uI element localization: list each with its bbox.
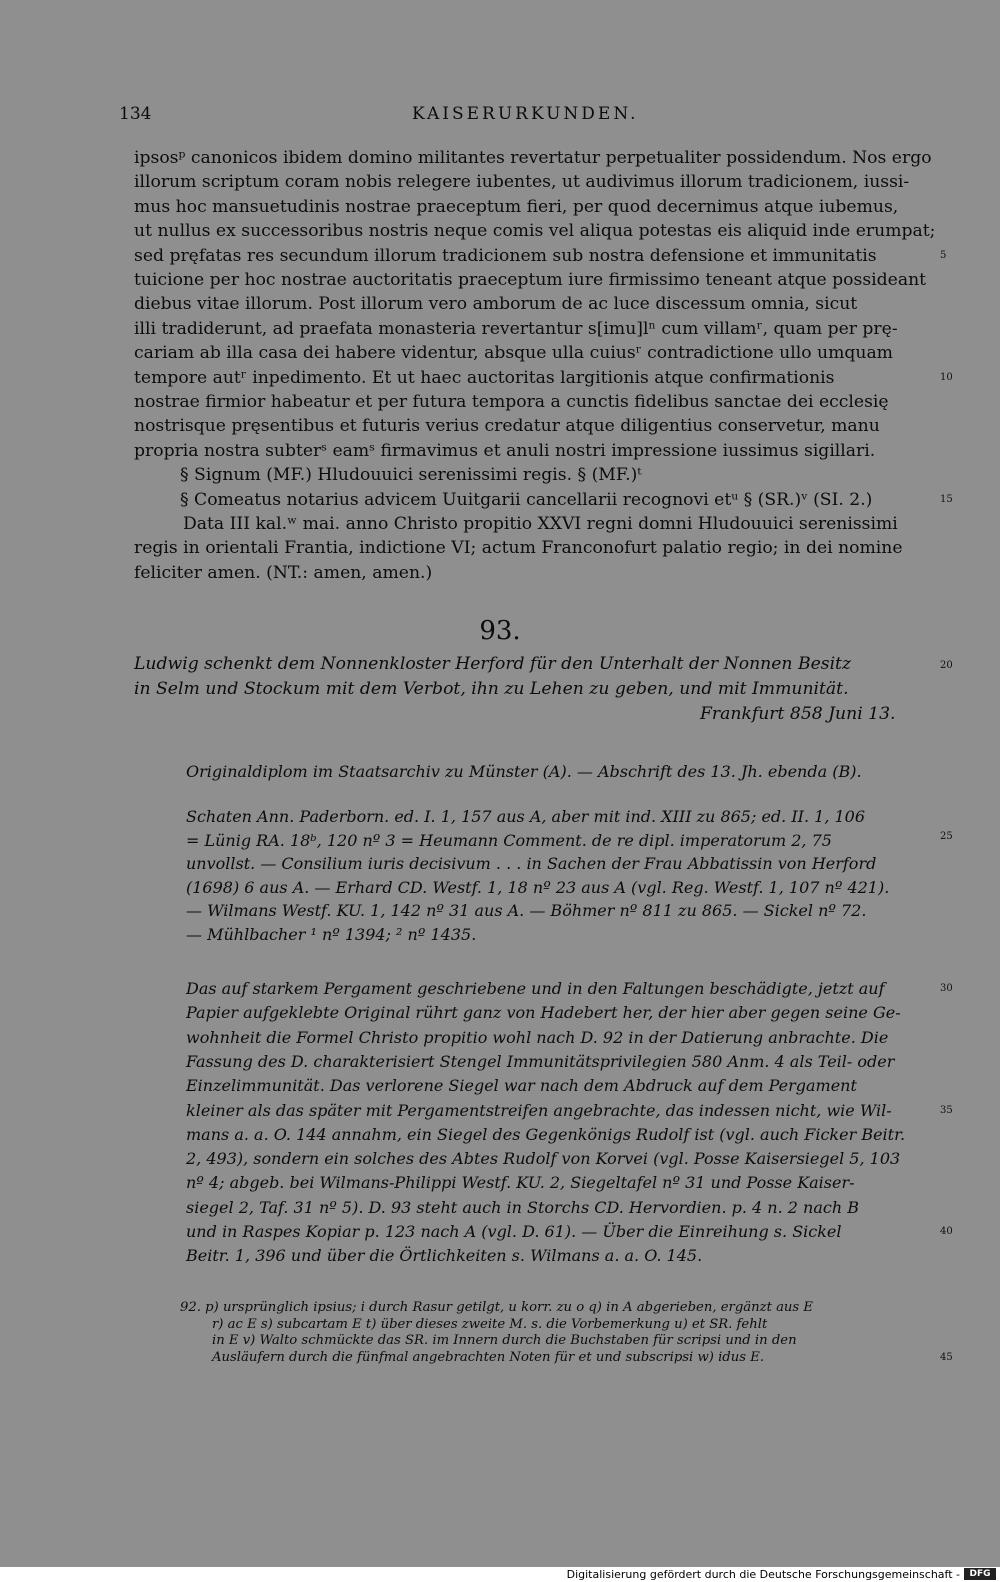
line-number: 35 [940, 1104, 953, 1116]
commentary-line: 2, 493), sondern ein solches des Abtes Rudolf von Korvei (vgl. Posse Kaisersiegel 5, 103 [186, 1149, 901, 1169]
edition-line: = Lünig RA. 18ᵇ, 120 nº 3 = Heumann Comment. de re dipl. imperatorum 2, 75 [186, 830, 832, 850]
digitization-footer [0, 1567, 1000, 1582]
text-line: § Comeatus notarius advicem Uuitgarii cancellarii recognovi etᵘ § (SR.)ᵛ (SI. 2.) [180, 489, 873, 510]
commentary-line: wohnheit die Formel Christo propitio wohl nach D. 92 in der Datierung anbrachte. Die [186, 1027, 889, 1047]
line-number: 15 [940, 493, 953, 505]
text-line: Data III kal.ʷ mai. anno Christo propitio XXVI regni domni Hludouuici serenissimi [183, 514, 898, 534]
regest-line: Ludwig schenkt dem Nonnenkloster Herford für den Unterhalt der Nonnen Besitz [134, 654, 852, 674]
text-line: cariam ab illa casa dei habere videntur, absque ulla cuiusʳ contradictione ullo umquam [134, 343, 893, 364]
footnote-line: r) ac E s) subcartam E t) über dieses zweite M. s. die Vorbemerkung u) et SR. fehlt [212, 1316, 768, 1332]
footnote-line: 92. p) ursprünglich ipsius; i durch Rasur getilgt, u korr. zu o q) in A abgerieben, ergänzt aus E [180, 1300, 814, 1315]
dfg-logo: DFG [964, 1568, 996, 1580]
line-number: 45 [940, 1352, 953, 1363]
page-number: 134 [119, 104, 152, 124]
commentary-line: Papier aufgeklebte Original rührt ganz von Hadebert her, der hier aber gegen seine Ge- [186, 1003, 901, 1023]
commentary-line: mans a. a. O. 144 annahm, ein Siegel des Gegenkönigs Rudolf ist (vgl. auch Ficker Beitr. [186, 1124, 906, 1144]
edition-line: Schaten Ann. Paderborn. ed. I. 1, 157 aus A, aber mit ind. XIII zu 865; ed. II. 1, 106 [186, 807, 866, 826]
line-number: 10 [940, 371, 953, 383]
line-number: 30 [940, 983, 953, 994]
text-line: sed pręfatas res secundum illorum tradicionem sub nostra defensione et immunitatis [134, 245, 877, 266]
text-line: tuicione per hoc nostrae auctoritatis praeceptum iure firmissimo teneant atque possideant [134, 270, 927, 290]
text-line: § Signum (MF.) Hludouuici serenissimi regis. § (MF.)ᵗ [180, 465, 642, 486]
edition-line: — Wilmans Westf. KU. 1, 142 nº 31 aus A. — Böhmer nº 811 zu 865. — Sickel nº 72. [186, 901, 867, 921]
text-line: feliciter amen. (NT.: amen, amen.) [134, 562, 433, 583]
text-line: mus hoc mansuetudinis nostrae praeceptum fieri, per quod decernimus atque iubemus, [134, 196, 899, 217]
edition-line: unvollst. — Consilium iuris decisivum . . . in Sachen der Frau Abbatissin von Herford [186, 854, 877, 874]
edition-line: — Mühlbacher ¹ nº 1394; ² nº 1435. [186, 925, 477, 944]
text-line: tempore autʳ inpedimento. Et ut haec auctoritas largitionis atque confirmationis [134, 367, 835, 388]
commentary-line: Beitr. 1, 396 und über die Örtlichkeiten s. Wilmans a. a. O. 145. [186, 1246, 703, 1266]
text-line: regis in orientali Frantia, indictione VI; actum Franconofurt palatio regio; in dei nomine [134, 538, 903, 559]
text-line: propria nostra subterˢ eamˢ firmavimus et anuli nostri impressione iussimus sigillari. [134, 440, 876, 461]
commentary-line: Einzelimmunität. Das verlorene Siegel war nach dem Abdruck auf dem Pergament [186, 1076, 857, 1096]
text-line: nostrae firmior habeatur et per futura tempora a cunctis fidelibus sanctae dei ecclesię [134, 392, 889, 412]
text-line: ut nullus ex successoribus nostris neque comis vel aliqua potestas eis aliquid inde erumpat; [134, 221, 936, 242]
line-number: 20 [940, 660, 953, 671]
commentary-line: nº 4; abgeb. bei Wilmans-Philippi Westf. KU. 2, Siegeltafel nº 31 und Posse Kaiser- [186, 1173, 855, 1193]
document-number: 93. [479, 616, 521, 646]
text-line: nostrisque pręsentibus et futuris verius credatur atque diligentius conservetur, manu [134, 416, 880, 437]
edition-line: (1698) 6 aus A. — Erhard CD. Westf. 1, 18 nº 23 aus A (vgl. Reg. Westf. 1, 107 nº 421). [186, 877, 890, 897]
text-line: ipsosᵖ canonicos ibidem domino militantes revertatur perpetualiter possidendum. Nos ergo [134, 148, 932, 168]
line-number: 40 [940, 1226, 953, 1237]
line-number: 5 [940, 249, 947, 261]
footnote-line: Ausläufern durch die fünfmal angebrachten Noten für et und subscripsi w) idus E. [212, 1349, 765, 1365]
commentary-line: siegel 2, Taf. 31 nº 5). D. 93 steht auch in Storchs CD. Hervordien. p. 4 n. 2 nach B [186, 1197, 859, 1217]
commentary-line: Fassung des D. charakterisiert Stengel Immunitätsprivilegien 580 Anm. 4 als Teil- oder [186, 1051, 895, 1071]
footnote-line: in E v) Walto schmückte das SR. im Innern durch die Buchstaben für scripsi und in den [212, 1333, 797, 1348]
regest-line: Frankfurt 858 Juni 13. [700, 704, 896, 724]
commentary-line: kleiner als das später mit Pergamentstreifen angebrachte, das indessen nicht, wie Wil- [186, 1100, 892, 1120]
line-number: 25 [940, 831, 953, 842]
tradition-line: Originaldiplom im Staatsarchiv zu Münster (A). — Abschrift des 13. Jh. ebenda (B). [186, 762, 862, 781]
text-line: diebus vitae illorum. Post illorum vero amborum de ac luce discessum omnia, sicut [134, 294, 858, 315]
footer-text: Digitalisierung gefördert durch die Deutsche Forschungsgemeinschaft - [566, 1568, 960, 1581]
running-title: KAISERURKUNDEN. [412, 104, 639, 124]
regest-line: in Selm und Stockum mit dem Verbot, ihn zu Lehen zu geben, und mit Immunität. [134, 679, 849, 699]
text-line: illi tradiderunt, ad praefata monasteria revertantur s[imu]lⁿ cum villamʳ, quam per prę- [134, 318, 898, 339]
commentary-line: und in Raspes Kopiar p. 123 nach A (vgl. D. 61). — Über die Einreihung s. Sickel [186, 1222, 842, 1241]
text-line: illorum scriptum coram nobis relegere iubentes, ut audivimus illorum tradicionem, iussi- [134, 172, 910, 193]
commentary-line: Das auf starkem Pergament geschriebene und in den Faltungen beschädigte, jetzt auf [186, 979, 885, 998]
